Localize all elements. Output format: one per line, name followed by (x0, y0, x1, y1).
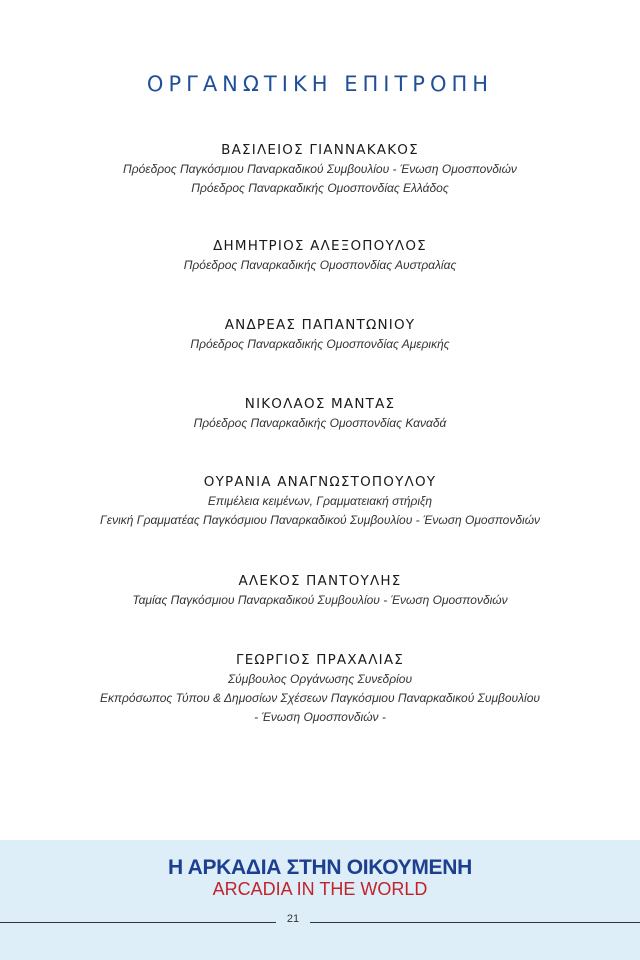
member-role: Εκπρόσωπος Τύπου & Δημοσίων Σχέσεων Παγκόσμιου Παναρκαδικού Συμβουλίου (99, 691, 540, 705)
member-role: Πρόεδρος Παναρκαδικής Ομοσπονδίας Καναδά (193, 416, 447, 430)
committee-member (0, 237, 640, 275)
footer-title-english: ARCADIA IN THE WORLD (212, 879, 428, 899)
page-number: 21 (286, 913, 300, 925)
page-title: ΟΡΓΑΝΩΤΙΚΗ ΕΠΙΤΡΟΠΗ (146, 72, 494, 96)
committee-member (0, 316, 640, 354)
member-name: ΝΙΚΟΛΑΟΣ ΜΑΝΤΑΣ (244, 396, 396, 412)
member-role: Πρόεδρος Παναρκαδικής Ομοσπονδίας Αυστραλίας (183, 258, 457, 272)
member-role: Πρόεδρος Παναρκαδικής Ομοσπονδίας Αμερικής (190, 337, 450, 351)
member-name: ΑΝΔΡΕΑΣ ΠΑΠΑΝΤΩΝΙΟΥ (224, 317, 416, 333)
member-name: ΟΥΡΑΝΙΑ ΑΝΑΓΝΩΣΤΟΠΟΥΛΟΥ (203, 474, 437, 490)
member-role: Σύμβουλος Οργάνωσης Συνεδρίου (227, 672, 413, 686)
member-role: Επιμέλεια κειμένων, Γραμματειακή στήριξη (207, 494, 433, 508)
committee-member (0, 395, 640, 433)
footer-divider-left (0, 922, 276, 923)
member-role: - Ένωση Ομοσπονδιών - (254, 710, 386, 724)
member-name: ΑΛΕΚΟΣ ΠΑΝΤΟΥΛΗΣ (238, 573, 402, 589)
member-name: ΒΑΣΙΛΕΙΟΣ ΓΙΑΝΝΑΚΑΚΟΣ (221, 142, 419, 158)
committee-member (0, 141, 640, 198)
member-role: Πρόεδρος Παγκόσμιου Παναρκαδικού Συμβουλίου - Ένωση Ομοσπονδιών (123, 162, 517, 176)
footer-title-greek: Η ΑΡΚΑΔΙΑ ΣΤΗΝ ΟΙΚΟΥΜΕΝΗ (167, 856, 472, 879)
committee-member (0, 651, 640, 727)
committee-member (0, 473, 640, 530)
member-role: Πρόεδρος Παναρκαδικής Ομοσπονδίας Ελλάδος (191, 181, 449, 195)
member-name: ΔΗΜΗΤΡΙΟΣ ΑΛΕΞΟΠΟΥΛΟΣ (213, 238, 427, 254)
member-role: Γενική Γραμματέας Παγκόσμιου Παναρκαδικού Συμβουλίου - Ένωση Ομοσπονδιών (99, 513, 541, 527)
member-role: Ταμίας Παγκόσμιου Παναρκαδικού Συμβουλίου - Ένωση Ομοσπονδιών (132, 593, 508, 607)
member-name: ΓΕΩΡΓΙΟΣ ΠΡΑΧΑΛΙΑΣ (235, 652, 405, 668)
footer-divider-right (310, 922, 640, 923)
committee-member (0, 572, 640, 610)
